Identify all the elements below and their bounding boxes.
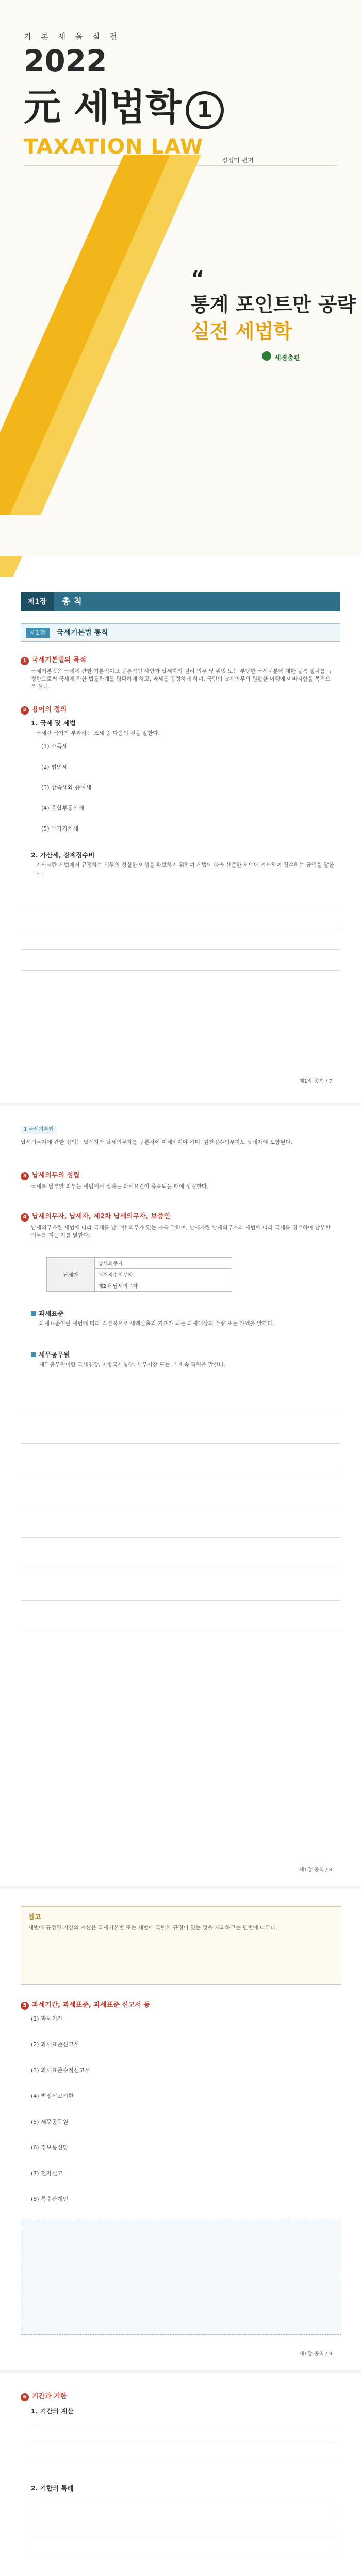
heading-definitions — [21, 704, 67, 715]
text-line — [21, 970, 340, 971]
heading-liability — [21, 1170, 79, 1180]
paragraph: 과세표준이란 세법에 따라 직접적으로 세액산출의 기초가 되는 과세대상의 수량 또는 가액을 말한다. — [39, 1320, 274, 1327]
note-content — [21, 1907, 341, 1937]
publisher-name: 세경출판 — [274, 354, 301, 362]
list-item: (3) 상속세와 증여세 — [41, 784, 91, 791]
text-line — [21, 949, 340, 950]
cover-title-number: 1 — [186, 91, 224, 129]
subheading: 2. 가산세, 강제징수비 — [31, 851, 95, 859]
cover-title-english: TAXATION LAW — [24, 135, 204, 159]
table-cell: 납세의무자 — [95, 1258, 232, 1269]
heading-text: 기간과 기한 — [32, 2393, 67, 2400]
paragraph: 세무공무원이란 국세청장, 지방국세청장, 세무서장 또는 그 소속 직원을 말한다. — [39, 1362, 226, 1368]
heading-text: 용어의 정의 — [32, 706, 67, 714]
heading-text: 과세기간, 과세표준, 과세표준 신고서 등 — [32, 2001, 150, 2009]
cover-author: 정정미 편저 — [222, 157, 254, 164]
section-number: 제1절 — [26, 628, 50, 638]
text-line — [21, 1600, 340, 1601]
page-number: 제1장 총칙 / 9 — [299, 2351, 333, 2357]
topic-pill — [21, 1123, 57, 1134]
text-line — [21, 1443, 340, 1444]
list-item: (2) 과세표준신고서 — [31, 2041, 79, 2048]
paragraph: 국세란 국가가 부과하는 조세 중 다음의 것을 말한다. — [36, 730, 160, 736]
subheading: 1. 기간의 계산 — [31, 2407, 74, 2415]
cover-year: 2022 — [24, 43, 107, 78]
paragraph: 납세의무자에 관한 정의는 납세자와 납세의무자를 구분하여 이해하여야 하며, 원천징수의무자도 납세자에 포함된다. — [21, 1139, 292, 1145]
list-item: (4) 법정신고기한 — [31, 2093, 74, 2099]
number-icon: 5 — [21, 2002, 29, 2010]
filler-text-lines — [31, 2494, 335, 2576]
number-icon: 6 — [21, 2393, 29, 2401]
taxpayer-table — [46, 1257, 232, 1292]
heading-text: 납세의무의 성립 — [32, 1172, 80, 1179]
subheading — [31, 1350, 70, 1359]
paragraph: 국세기본법은 국세에 관한 기본적이고 공통적인 사항과 납세자의 권리 의무 및 위법 또는 부당한 국세처분에 대한 불복 절차를 규정함으로써 국세에 관한 법률관계를 명확하게 하고, 과세를 공정하게 하며, 국민의 납세의무의 원활한 이행에 이바지함을 목적으로 한다. — [31, 668, 333, 690]
subheading — [31, 1309, 63, 1318]
series-label: 기 본 세 율 실 전 — [24, 32, 121, 41]
chapter-number: 제1장 — [21, 592, 54, 611]
note-title: 참고 — [28, 1913, 41, 1921]
front-cover — [0, 0, 361, 556]
bullet-icon — [31, 1352, 36, 1357]
list-item: (8) 특수관계인 — [31, 2196, 69, 2202]
list-item: (4) 종합부동산세 — [41, 805, 84, 811]
table-cell: 납세자 — [47, 1258, 95, 1292]
number-icon: 3 — [21, 1172, 29, 1180]
heading-period-deadline — [21, 2391, 67, 2401]
paragraph: 가산세란 세법에서 규정하는 의무의 성실한 이행을 확보하기 위하여 세법에 따라 산출한 세액에 가산하여 징수하는 금액을 말한다. — [36, 862, 334, 876]
note-box — [21, 1906, 341, 1985]
quote-mark: “ — [191, 267, 205, 291]
subheading: 1. 국세 및 세법 — [31, 719, 76, 727]
cover-tagline-1: 통계 포인트만 공략 — [191, 293, 356, 316]
heading-taxpayer — [21, 1211, 170, 1222]
number-icon: 1 — [21, 657, 29, 665]
number-icon: 2 — [21, 706, 29, 715]
list-item: (5) 부가가치세 — [41, 825, 79, 832]
filler-text-lines — [21, 1391, 340, 1855]
table-row — [47, 1258, 232, 1269]
filler-text-lines — [31, 2416, 335, 2478]
list-item: (7) 전자신고 — [31, 2170, 63, 2177]
table-cell: 원천징수의무자 — [95, 1269, 232, 1280]
example-box — [21, 2221, 341, 2335]
page-break — [0, 2370, 361, 2373]
number-icon: 4 — [21, 1213, 29, 1222]
pill-text: 1 국세기본법 — [21, 1126, 57, 1134]
paragraph: 국세를 납부할 의무는 세법에서 정하는 과세요건이 충족되는 때에 성립한다. — [31, 1183, 209, 1190]
section-title: 국세기본법 통칙 — [57, 629, 108, 637]
heading-period — [21, 1999, 150, 2010]
publisher-logo — [262, 351, 271, 361]
cover-title-text: 元 세법학 — [24, 85, 182, 129]
text-line — [21, 1537, 340, 1538]
cover-tagline-2: 실전 세법학 — [191, 320, 292, 343]
subheading: 2. 기한의 특례 — [31, 2484, 74, 2492]
table-cell: 제2차 납세의무자 — [95, 1280, 232, 1292]
list-item: (5) 세무공무원 — [31, 2119, 69, 2125]
subheading-text: 세무공무원 — [39, 1351, 70, 1359]
bullet-icon — [31, 1311, 36, 1316]
paragraph: 납세의무자란 세법에 따라 국세를 납부할 의무가 있는 자를 말하며, 납세자란 납세의무자와 세법에 따라 국세를 징수하여 납부할 의무를 지는 자를 말한다. — [31, 1225, 331, 1239]
filler-text-lines — [21, 896, 340, 1082]
list-item: (2) 법인세 — [41, 764, 68, 770]
list-item: (3) 과세표준수정신고서 — [31, 2067, 90, 2074]
page-break — [0, 1103, 361, 1106]
list-item: (6) 정보통신망 — [31, 2144, 69, 2151]
heading-text: 국세기본법의 목적 — [32, 656, 86, 664]
page-number: 제1장 총칙 / 8 — [299, 1867, 333, 1873]
cover-bottom-fade — [0, 515, 361, 556]
heading-purpose — [21, 654, 86, 665]
page-break — [0, 1886, 361, 1889]
subheading-text: 과세표준 — [39, 1310, 64, 1317]
cover-title — [24, 77, 224, 131]
list-item: (1) 과세기간 — [31, 2015, 63, 2022]
list-item: (1) 소득세 — [41, 743, 68, 750]
page-number: 제1장 총칙 / 7 — [299, 1079, 333, 1084]
heading-text: 납세의무자, 납세자, 제2차 납세의무자, 보증인 — [32, 1213, 171, 1221]
note-text: 세법에 규정된 기간의 계산은 국세기본법 또는 세법에 특별한 규정이 있는 것을 제외하고는 민법에 따른다. — [28, 1925, 277, 1931]
chapter-title: 총 칙 — [62, 597, 82, 607]
